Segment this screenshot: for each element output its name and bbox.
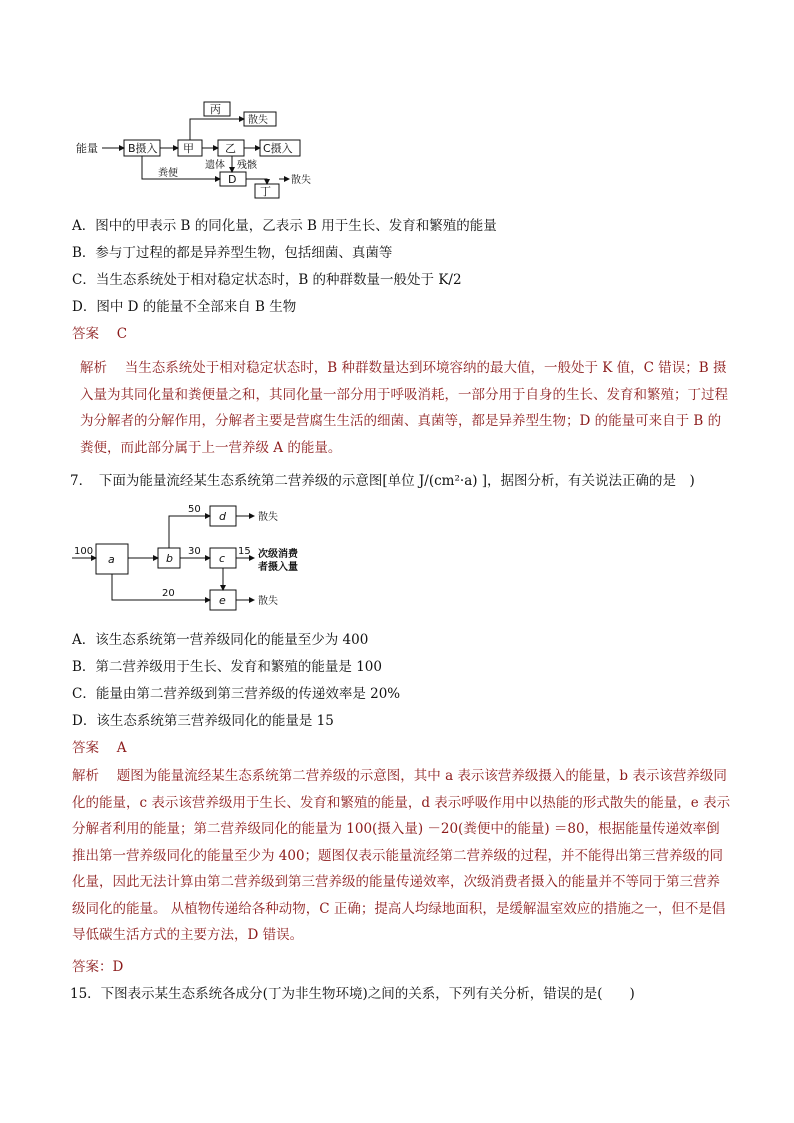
q7-final-answer: 答案：D	[72, 959, 124, 975]
q6-answer	[72, 325, 752, 343]
q7-option-a: A．该生态系统第一营养级同化的能量至少为 400	[72, 632, 369, 648]
q6-analysis	[80, 355, 730, 461]
q6-option-d: D．图中 D 的能量不全部来自 B 生物	[72, 299, 297, 315]
label-20: 20	[162, 588, 175, 599]
q6-answer-value: C	[116, 326, 128, 342]
q6-analysis-text: 当生态系统处于相对稳定状态时，B 种群数量达到环境容纳的最大值，一般处于 K 值，C 错误；B 摄入量为其同化量和粪便量之和，其同化量一部分用于呼吸消耗，一部分用于自身的生长、发育和繁殖；丁过程为分解者的分解作用，分解者主要是营腐生生活的细菌、真菌等，都是异养型生物；D 的能量可来自于 B 的粪便，而此部分属于上一营养级 A 的能量。	[80, 360, 728, 456]
label-15: 15	[238, 546, 251, 557]
label-energy: 能量	[76, 142, 98, 155]
energy-flow-diagram-second-level	[70, 500, 320, 618]
label-30: 30	[188, 546, 201, 557]
q7-analysis-text: 题图为能量流经某生态系统第二营养级的示意图，其中 a 表示该营养级摄入的能量，b 表示该营养级同化的能量，c 表示该营养级用于生长、发育和繁殖的能量，d 表示呼吸作用中以热能的形式散失的能量，e 表示分解者利用的能量；第二营养级同化的能量为 100(摄入量) －20(粪便中的能量) ＝80，根据能量传递效率倒推出第一营养级同化的能量至少为 400；题图仅表示能量流经第二营养级的过程，并不能得出第三营养级的同化量，因此无法计算由第二营养级到第三营养级的能量传递效率，次级消费者摄入的能量并不等同于第三营养级同化的能量。	[72, 768, 731, 917]
box-jia: 甲	[183, 142, 194, 155]
box-d: d	[219, 510, 226, 523]
q7-analysis-label: 解析	[72, 768, 99, 784]
box-c-intake: C摄入	[263, 142, 293, 155]
q7-analysis-extra: 从植物传递给各种动物，C 正确；提高人均绿地面积，是缓解温室效应的措施之一，但不是倡导低碳生活方式的主要方法，D 错误。	[72, 900, 726, 943]
q7-stem: 7． 下面为能量流经某生态系统第二营养级的示意图[单位 J/(cm²·a) ]，据图分析，有关说法正确的是 )	[70, 473, 695, 489]
box-e: e	[219, 594, 226, 607]
box-d: D	[228, 173, 237, 186]
q7-option-d: D．该生态系统第三营养级同化的能量是 15	[72, 713, 334, 729]
energy-flow-diagram-b	[72, 96, 322, 206]
box-bing: 丙	[210, 103, 221, 116]
q7-option-c: C．能量由第二营养级到第三营养级的传递效率是 20%	[72, 686, 401, 702]
label-feces: 粪便	[158, 168, 178, 179]
box-yi: 乙	[225, 142, 236, 155]
label-dissipate-d: 散失	[258, 512, 278, 523]
label-residue: 残骸	[237, 160, 257, 171]
q7-answer-label: 答案	[72, 740, 99, 756]
label-input-100: 100	[74, 546, 94, 557]
q6-option-c: C．当生态系统处于相对稳定状态时，B 的种群数量一般处于 K/2	[72, 272, 462, 288]
q7-analysis	[72, 763, 732, 949]
box-ding: 丁	[260, 185, 271, 198]
label-next-2: 者摄入量	[258, 562, 298, 573]
q6-option-b: B．参与丁过程的都是异养型生物，包括细菌、真菌等	[72, 245, 393, 261]
q7-answer-value: A	[116, 740, 127, 756]
q6-analysis-label: 解析	[80, 360, 107, 376]
q6-answer-label: 答案	[72, 326, 99, 342]
box-b-intake: B摄入	[128, 142, 158, 155]
box-b: b	[166, 552, 173, 565]
q15-stem: 15．下图表示某生态系统各成分(丁为非生物环境)之间的关系，下列有关分析，错误的是( )	[70, 986, 635, 1002]
q7-option-b: B．第二营养级用于生长、发育和繁殖的能量是 100	[72, 659, 382, 675]
q7-answer	[72, 739, 752, 757]
label-dissipate-bottom: 散失	[291, 175, 311, 186]
label-remains: 遗体	[205, 160, 225, 171]
diagram-b-svg	[72, 96, 322, 206]
label-dissipate-e: 散失	[258, 596, 278, 607]
label-50: 50	[188, 504, 201, 515]
q6-option-a: A．图中的甲表示 B 的同化量，乙表示 B 用于生长、发育和繁殖的能量	[72, 218, 497, 234]
diagram-second-level-svg	[70, 500, 320, 618]
box-c: c	[219, 552, 226, 565]
label-next-1: 次级消费	[258, 549, 298, 560]
box-a: a	[108, 553, 115, 566]
label-dissipate-top: 散失	[248, 115, 268, 126]
